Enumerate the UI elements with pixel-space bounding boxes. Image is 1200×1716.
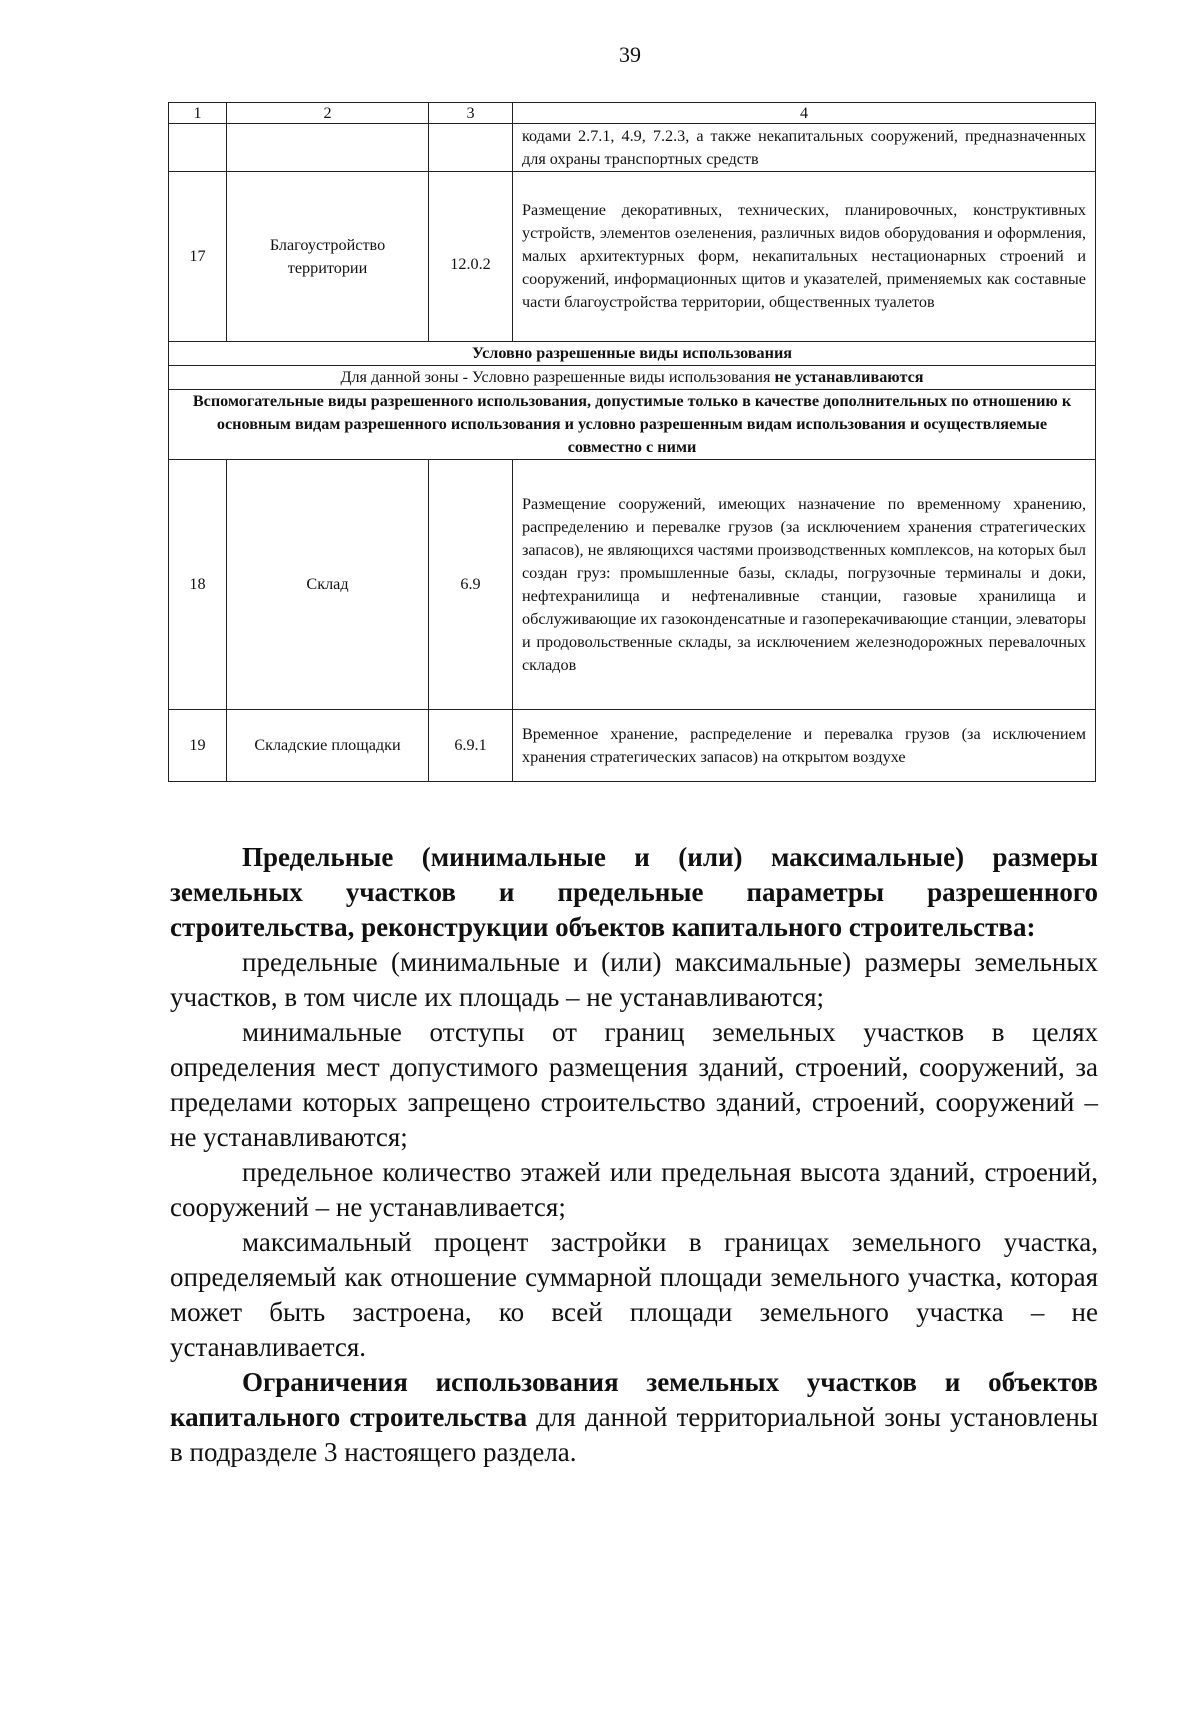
column-number-2: 2: [227, 103, 429, 124]
auxiliary-use-heading: Вспомогательные виды разрешенного использования, допустимые только в качестве дополнительных по отношению к основным видам разрешенного использования и условно разрешенным видам использования и осуществляемые совместно с ними: [169, 390, 1096, 460]
parameters-heading: Предельные (минимальные и (или) максимальные) размеры земельных участков и предельные параметры разрешенного строительства, реконструкции объектов капитального строительства:: [170, 842, 1098, 942]
paragraph-setbacks: минимальные отступы от границ земельных участков в целях определения мест допустимого размещения зданий, строений, сооружений, за пределами которых запрещено строительство зданий, строений, сооружений – не устанавливаются;: [170, 1017, 1098, 1152]
row-code: 6.9: [429, 460, 513, 710]
conditional-use-heading: Условно разрешенные виды использования: [169, 342, 1096, 366]
auxiliary-use-heading-row: [169, 390, 1096, 460]
table-row: [169, 460, 1096, 710]
row-description: Временное хранение, распределение и перевалка грузов (за исключением хранения стратегических запасов) на открытом воздухе: [513, 710, 1096, 782]
row-name: [227, 124, 429, 172]
paragraph-height: предельное количество этажей или предельная высота зданий, строений, сооружений – не устанавливается;: [170, 1157, 1098, 1222]
conditional-use-heading-row: [169, 342, 1096, 366]
row-code: [429, 124, 513, 172]
table-header-row: [169, 103, 1096, 124]
row-number: 18: [169, 460, 227, 710]
row-code: 12.0.2: [429, 172, 513, 342]
row-number: 19: [169, 710, 227, 782]
row-name: Складские площадки: [227, 710, 429, 782]
restrictions-lead: Ограничения использования земельных участков и объектов капитального строительства: [170, 1367, 1098, 1432]
row-code: 6.9.1: [429, 710, 513, 782]
row-description: Размещение сооружений, имеющих назначение по временному хранению, распределению и перевалке грузов (за исключением хранения стратегических запасов), не являющихся частями производственных комплексов, на которых был создан груз: промышленные базы, склады, погрузочные терминалы и доки, нефтехранилища и нефтеналивные станции, газовые хранилища и обслуживающие их газоконденсатные и газоперекачивающие станции, элеваторы и продовольственные склады, за исключением железнодорожных перевалочных складов: [513, 460, 1096, 710]
paragraph-restrictions: [170, 1365, 1098, 1470]
conditional-use-note-emphasis: не устанавливаются: [774, 368, 924, 386]
permitted-use-table: [168, 102, 1096, 782]
paragraph-coverage: максимальный процент застройки в границах земельного участка, определяемый как отношение суммарной площади земельного участка, которая может быть застроена, ко всей площади земельного участка – не устанавливается.: [170, 1227, 1098, 1362]
row-description: кодами 2.7.1, 4.9, 7.2.3, а также некапитальных сооружений, предназначенных для охраны транспортных средств: [513, 124, 1096, 172]
row-number: 17: [169, 172, 227, 342]
conditional-use-note-prefix: Для данной зоны - Условно разрешенные виды использования: [340, 368, 771, 386]
column-number-1: 1: [169, 103, 227, 124]
table-row: [169, 172, 1096, 342]
column-number-3: 3: [429, 103, 513, 124]
row-name: Склад: [227, 460, 429, 710]
conditional-use-note: [169, 366, 1096, 390]
page-number: 39: [619, 42, 641, 67]
conditional-use-note-row: [169, 366, 1096, 390]
column-number-4: 4: [513, 103, 1096, 124]
table-row: [169, 710, 1096, 782]
row-number: [169, 124, 227, 172]
table-row: [169, 124, 1096, 172]
regulations-text: [170, 840, 1098, 1470]
row-description: Размещение декоративных, технических, планировочных, конструктивных устройств, элементов озеленения, различных видов оборудования и оформления, малых архитектурных форм, некапитальных нестационарных строений и сооружений, информационных щитов и указателей, применяемых как составные части благоустройства территории, общественных туалетов: [513, 172, 1096, 342]
paragraph-plot-size: предельные (минимальные и (или) максимальные) размеры земельных участков, в том числе их площадь – не устанавливаются;: [170, 947, 1098, 1012]
restrictions-rest: для данной территориальной зоны установлены в подразделе 3 настоящего раздела.: [170, 1402, 1098, 1467]
row-name: Благоустройство территории: [227, 172, 429, 342]
